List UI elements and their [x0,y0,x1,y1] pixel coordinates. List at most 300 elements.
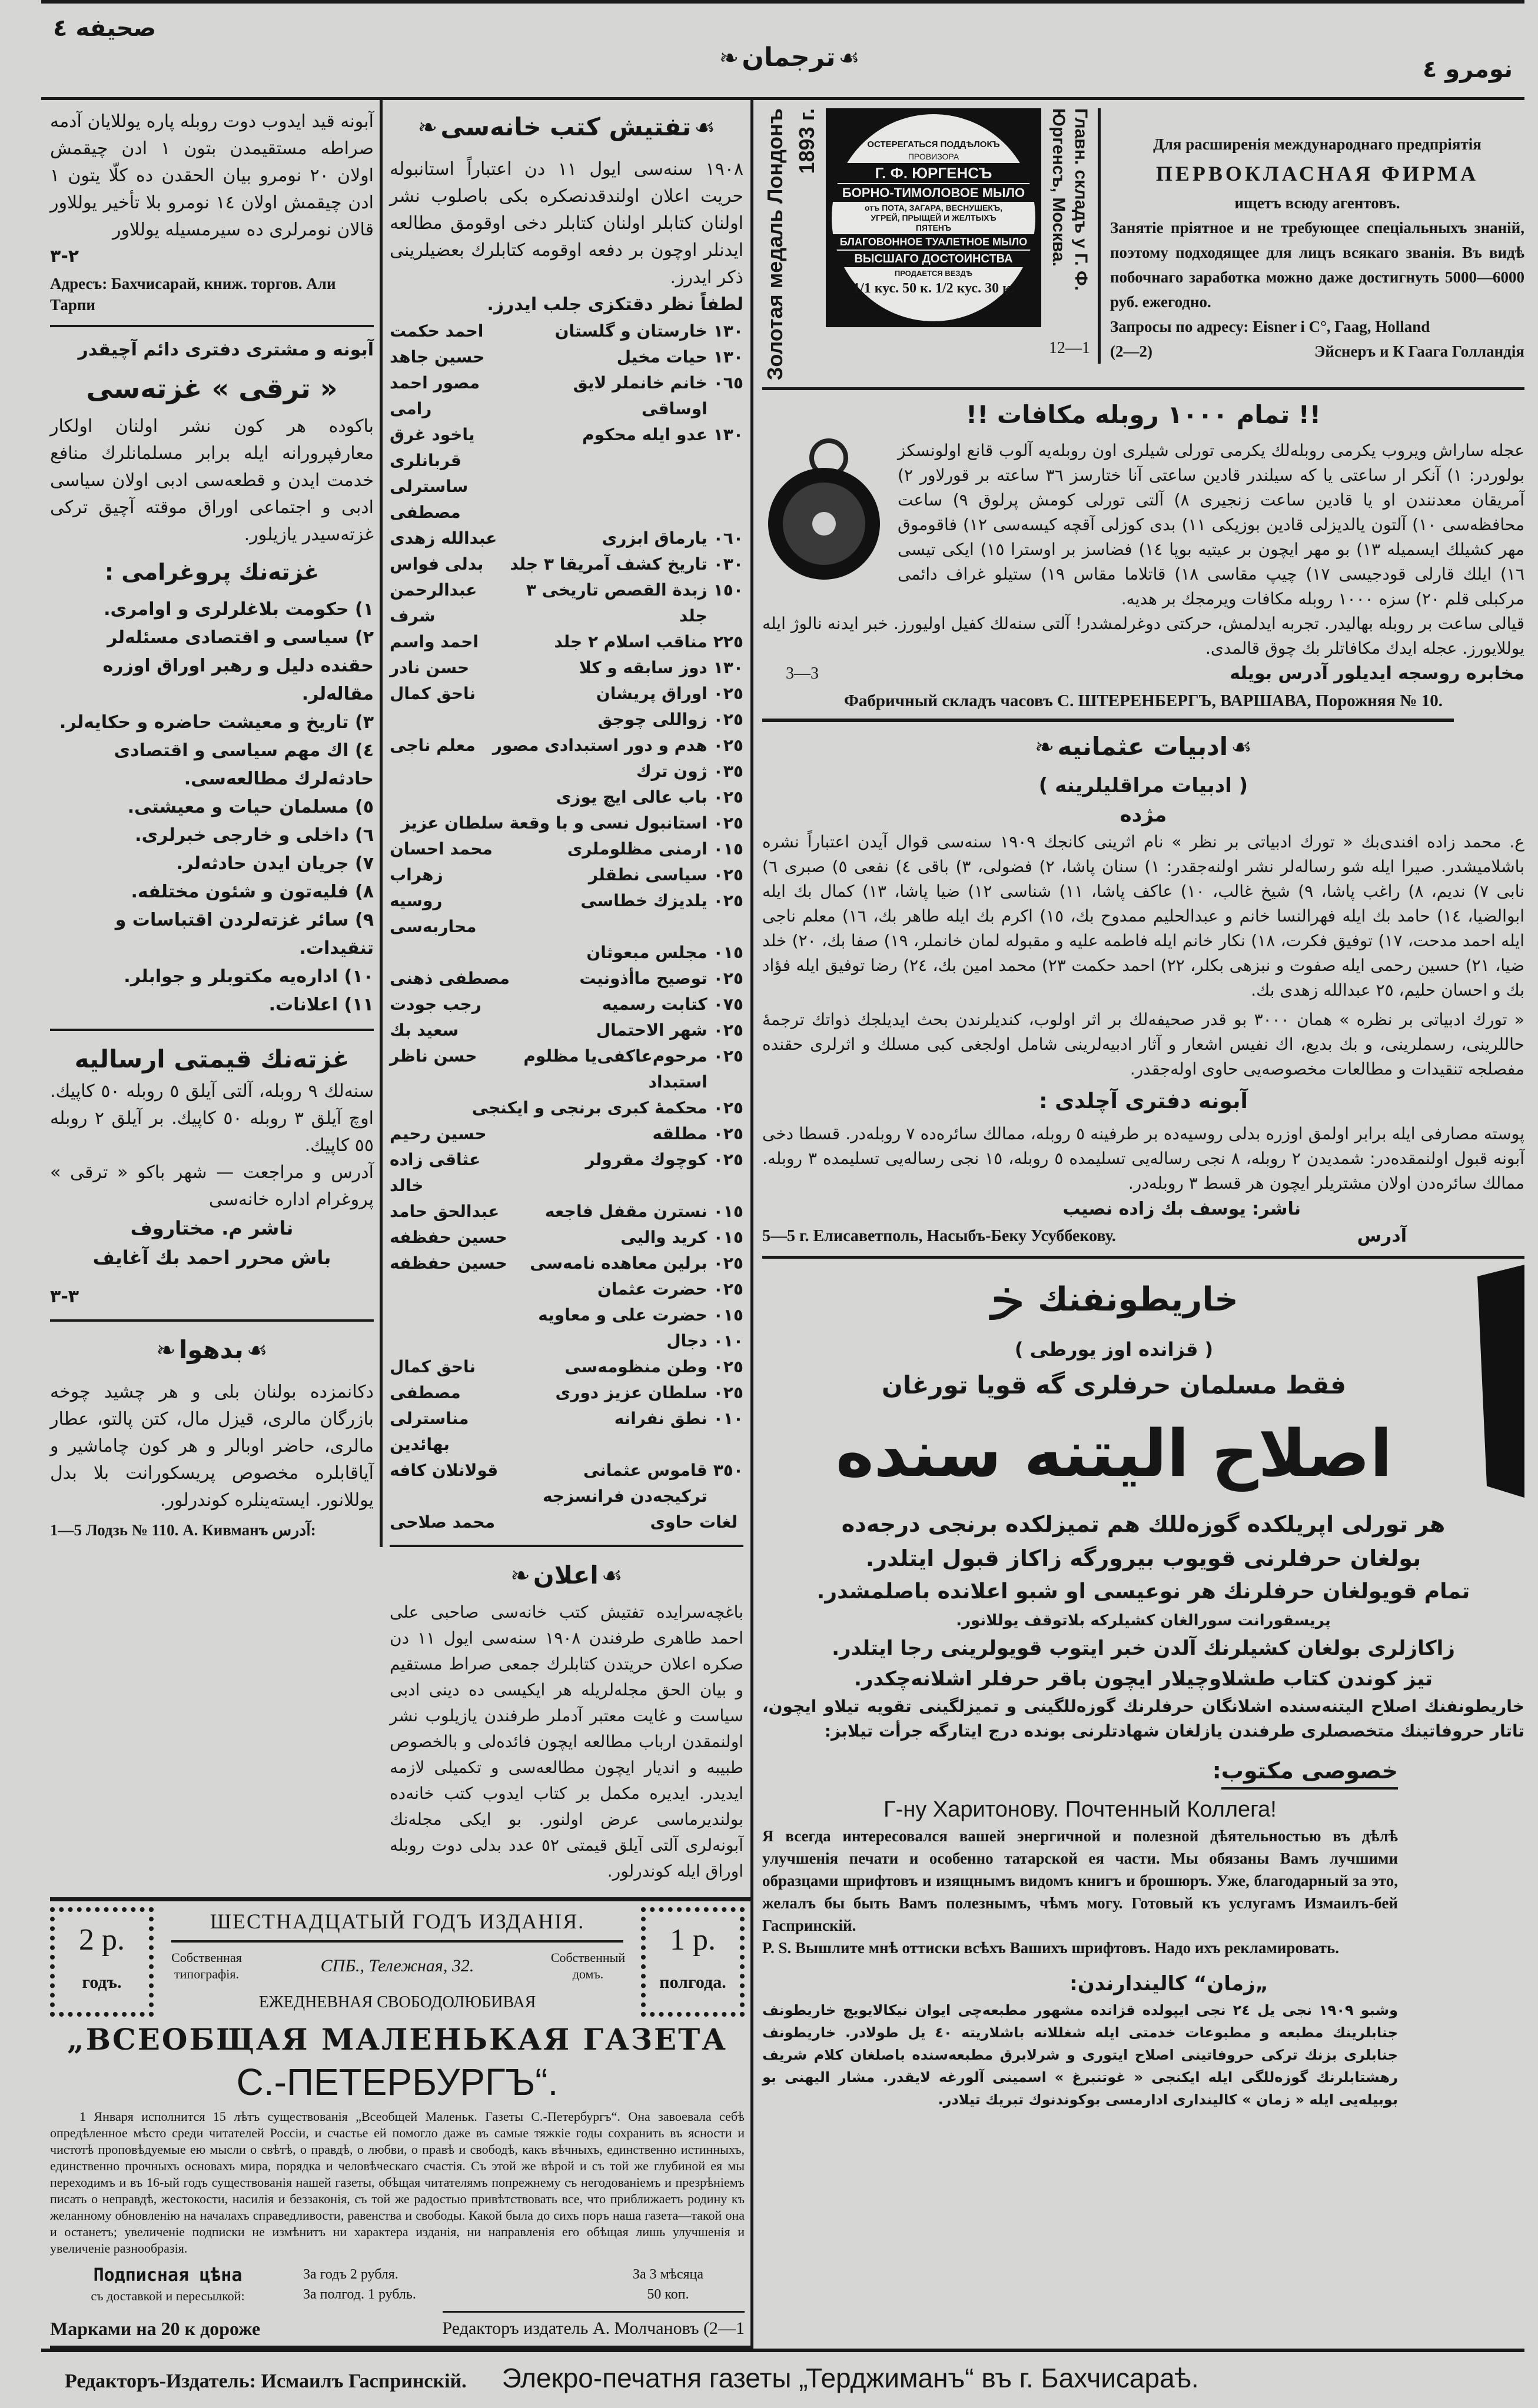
book-title: ارمنی مظلوملری [567,839,707,859]
book-price: ٠٢٥ [713,1098,743,1117]
book-price: ٠١٥ [713,1228,743,1247]
ornament-icon: ☙ [694,114,716,141]
ornament-icon: ❧ [719,45,739,72]
literature-announcement: ع. محمد زاده افندی‌بك « تورك ادبیاتی بر نظر » نام اثرینی کانجك ١٩٠٩ سنه‌سی قوال آیدن اعتباراً نشره باشلامیشدر. صیرا ایله شو رساله‌لر نشر اولنه‌جقدر: ١) سنان پاشا، ٢) فضولی، ٣) باقی ٤) نفعی ٥) صبری ٦) نابی ٧) ندیم، ٨) راغب پاشا، ٩) شیخ غالب، ١٠) عاکف پاشا، ١١) شناسی ١٢) ضیا پاشا، ١٣) کمال بك ایله ابوالضیا، ١٤) حامد بك ایله فهرالنسا خانم و عبدالحلیم ممدوح بك، ١٥) اکرم بك ایله طاهر بك، ١٦) معلم ناجی ایله احمد مدحت، ١٧) توفیق فکرت، ١٨) نکار خانم ایله فاطمه علیه و مقبوله لمان خانملر، ١٩) صفا بك، ٢٠) خلد ضیا، ٢١) حسین رحمی ایله صفوت و نبزهی بکلر، ٢٢) احمد حکمت ٢٣) محمد امین بك، ٢٤) رضا توفیق ایله فؤاد بك و احسان حلیم، ٢٥ عبدالله زهدی بك. [762,832,1525,1000]
book-title: خارستان و گلستان [554,321,707,341]
soap-sold: ПРОДАЕТСЯ ВЕЗДѢ [894,268,973,278]
book-title: توصیح ماأذونیت [579,969,707,988]
book-row [390,629,743,655]
book-title: مناقب اسلام ٢ جلد [554,632,707,651]
book-price: ٠١٠ [713,1331,743,1351]
spb-city: С.-ПЕТЕРБУРГЪ“. [236,2061,559,2103]
book-author: مصطفی [390,1383,461,1402]
price-details: سنه‌لك ٩ روبله، آلتی آیلق ٥ روبله ٥٠ کاپیك. اوچ آیلق ٣ روبله ٥٠ کاپیك. بر آیلق ٢ روبله ٥٥ کاپیك. [50,1081,374,1156]
medal-year: 1893 г. [795,108,819,174]
own-press: Собственная типографія. [171,1950,242,1981]
book-list-heading: لطفاً نظر دقتکزی جلب ایدرز. [487,294,743,315]
book-price: ٠٢٥ [713,787,743,807]
rate-half-year: За полгод. 1 рубль. [303,2287,416,2302]
book-row [390,318,743,344]
book-price: ١٥٠ [713,580,743,600]
program-title: غزته‌نك پروغرامی : [104,559,320,585]
book-author: حسین حفظفه [390,1253,507,1273]
book-row [390,344,743,370]
book-title: حضرت عثمان [597,1279,707,1299]
book-list [390,318,743,1535]
book-title: تاریخ کشف آمریقا ٣ جلد [510,554,707,574]
firm-subtitle: ищетъ всюду агентовъ. [1234,194,1400,212]
book-price: ٠٢٥ [713,1020,743,1040]
heading-underline [1221,1787,1398,1790]
section-rule [762,387,1524,390]
literature-address-label: آدرس [1357,1226,1407,1247]
type-line: بولغان حرفلرنی قویوب بیرورگه زاکاز قبول ایتلدر. [865,1545,1421,1572]
type-ad-main [762,1265,1466,1498]
bookstore-heading [390,108,743,151]
program-item: ١) حکومت بلاغلرلری و اوامری. [104,599,374,620]
firm-advertisement [1098,108,1524,364]
program-list [50,596,374,1019]
literature-heading [762,728,1524,771]
notice-code: ٣-٣ [50,1286,79,1307]
notice-heading [390,1556,743,1599]
left-middle-block [41,100,753,2349]
book-title: مرحوم‌عاکفی‌یا مظلوم استبداد [523,1046,707,1092]
soap-advertisement [826,108,1041,327]
left-column [50,100,383,1547]
rate-3-months-price: 50 коп. [647,2287,689,2302]
half-year-price-box [641,1907,745,2017]
ornament-icon: ❧ [417,114,438,141]
book-author: احمد حکمت [390,321,484,341]
book-author: عبدالرحمن شرف [390,580,477,626]
decorative-rule [171,1940,623,1943]
book-row [390,966,743,992]
subscription-title: آبونه دفتری آچلدی : [1039,1089,1248,1114]
book-title: کتابت رسمیه [602,995,707,1014]
soap-brand: Г. Ф. ЮРГЕНСЪ [832,163,1035,183]
book-row [390,681,743,707]
book-title: خانم خانملر لایق اوساقی [573,373,707,418]
book-row [390,888,743,940]
ornament-icon: ☙ [246,1337,268,1364]
spb-ad-bottom-row [50,2311,745,2341]
book-price: ٠٢٥ [713,1357,743,1376]
section-rule [390,1545,743,1547]
book-row [390,1250,743,1276]
subscription-price-note: съ доставкой и пересылкой: [91,2289,245,2303]
book-row [390,474,743,525]
left-middle-columns [50,100,750,1890]
type-line: تیز کوندن کتاب طشلاوچیلار ایچون باقر حرفلر اشلانه‌چکدر. [854,1667,1433,1691]
bookstore-address: Адресъ: Бахчисарай, книж. торгов. Али Тарпи [50,275,336,314]
notice-code: ٢-٣ [50,246,79,267]
watch-ad-footer [762,661,1524,687]
program-item: ١١) اعلانات. [268,995,374,1015]
spb-ad-body: 1 Января исполнится 15 лѣтъ существованія „Всеобщей Маленьк. Газеты С.-Петербургъ“. Она завоевала себѣ опредѣленное мѣсто среди читателей Россіи, и счастье ей помогло даже въ самые тяжкіе годы сохранить въ ясности и чистотѣ проповѣдуемые ею мысли о свѣтѣ, о правдѣ, о любви, о правѣ и свободѣ, какъ вѣчныхъ, единственно истинныхъ, единственно прочныхъ основахъ мира, порядка и человѣческаго счастія. Съ этой же вѣрой и съ той же глубиной ея мы переходимъ и въ 16-ый годъ существованія нашей газеты, обѣщая читателямъ попрежнему съ негодованіемъ и презрѣніемъ писать о неправдѣ, жестокости, насилія и беззаконія, съ той же радостью привѣтствовать все, что приближаетъ родину къ желанному обновленію на началахъ справедливости, равенства и свободы. Какой была до сихъ поръ наша газета—такой она и останетъ; увеличеніе подписки не измѣнитъ ни характера изданія, ни направленія его обѣщая лишь улучшенія и увеличеніе разнообразія. [50,2109,745,2256]
spb-editor: Редакторъ издатель А. Молчановъ (2—1 [443,2311,745,2341]
footer-editor: Редакторъ-Издатель: Исмаилъ Гаспринскій. [65,2370,467,2392]
book-price: ٠١٥ [713,943,743,962]
subscription-price-block [50,2264,285,2305]
book-price: ٠٢٥ [713,1383,743,1402]
letter-section [762,1754,1398,2111]
book-price: ٠٢٥ [713,1124,743,1143]
page-body [41,97,1524,2349]
top-ads-row [762,108,1524,380]
book-price: ٠٢٥ [713,1150,743,1169]
book-price: ٠٧٥ [713,995,743,1014]
book-row [390,551,743,577]
book-title: شهر الاحتمال [596,1020,707,1040]
type-headline: اصلاح الیتنه سنده [835,1416,1393,1492]
book-price: ٢٢٥ [713,632,743,651]
notice-title: اعلان [533,1561,599,1589]
book-title: باب عالی ایچ یوزی [556,787,707,807]
book-row [390,1380,743,1406]
watch-ad-address-note: مخابره روسجه ایدیلور آدرس بویله [1230,663,1524,684]
publisher: ناشر م. مختاروف [130,1217,294,1239]
own-house: Собственный домъ. [550,1950,626,1981]
spb-ad-masthead [165,1907,629,2014]
type-brand: خاریطونفنك [1038,1281,1238,1319]
soap-tagline: ВЫСШАГО ДОСТОИНСТВА [832,251,1035,267]
book-title: زبدة القصص تاریخی ٣ جلد [526,580,707,626]
book-title: هدم و دور استبدادی مصور [492,736,707,755]
ornament-icon: ❧ [156,1337,176,1364]
firm-code: (2—2) [1110,342,1152,360]
watch-advertisement [762,396,1524,713]
book-price: ٠١٥ [713,839,743,859]
ornament-icon: ☙ [601,1562,623,1589]
book-title: مطلقه [652,1124,707,1143]
book-row [390,1302,743,1328]
book-row [390,422,743,474]
ornate-letter-icon: ﺧ [989,1265,1027,1335]
bedhava-title: بدهوا [178,1335,244,1364]
book-title: کرید والیی [620,1228,707,1247]
type-foundry-advertisement [762,1265,1524,1498]
book-row [390,370,743,422]
soap-product: БОРНО-ТИМОЛОВОЕ МЫЛО [832,184,1035,202]
calendar-body: وشبو ١٩٠٩ نجی یل ٢٤ نجی ایپولده قزانده مشهور مطبعه‌چی ایوان نیکالایویچ خاریطونف جنابلرینك مطبعه و مطبوعات خدمتی ایله شغللانه باشلاریته ٤٠ یل طولادر. خاریطونف جنابلری بزنك ترکی حروفاتینی اصلاح ایتوری و شرلابرق مطبعه‌سنده باصلغان کلام شریف رهشتابلرنك گوزه‌للگی ایله ایکنجی « غوتنبرغ » اسمینی آلورغه لایقدر. مشار الیهنی بو بوبیله‌یی ایله « زمان » کالینداری ادارمسی بوکوندنوك تبریك تیلادر. [762,2002,1399,2108]
book-title: نسترن مقفل فاجعه [545,1202,707,1221]
book-row [390,1458,743,1509]
book-row [390,733,743,759]
book-price: ١٣٠ [713,425,743,444]
bedhava-address: 1—5 Лодзь № 110. А. Кивманъ آدرس: [50,1521,316,1539]
book-price: ٠١٥ [713,1305,743,1325]
book-title [525,474,738,525]
program-item: ٧) جریان ایدن حادثه‌لر. [176,853,374,874]
chief-editor: باش محرر احمد بك آغایف [92,1246,331,1269]
soap-tagline: БЛАГОВОННОЕ ТУАЛЕТНОЕ МЫЛО [832,234,1035,250]
bedhava-description: دکانمزده بولنان بلی و هر چشید چوخه بازرگان مالری، قیزل مال، کتن پالتو، عطار مالری، حاضر اوبالر و هر کون چاماشیر و آیاقابلره مخصوص پریسکورانت بلا بدل یوللانور. ایسته‌ینلره کوندرلور. [50,1382,374,1511]
rate-year: За годъ 2 рубля. [303,2267,398,2282]
book-author: زهراب [390,865,443,884]
half-year-price: 1 р. [670,1923,716,1957]
book-price: ٠٢٥ [713,865,743,884]
book-title: نطق نفرانه [614,1409,707,1428]
book-author: روسیه محاربه‌سی [390,891,477,936]
book-author: حسین حفظفه [390,1228,507,1247]
book-row [390,1328,743,1354]
book-author: حسن نادر [390,658,470,677]
program-item: ٩) سائر غزته‌لردن اقتباسات و تنقیدات. [115,910,374,959]
bookstore-title: تفتیش کتب خانه‌سی [440,112,692,141]
book-title: حضرت علی و معاویه [538,1305,707,1325]
watch-ad-title: !! تمام ١٠٠٠ روبله مکافات !! [965,400,1321,430]
yearly-price: 2 р. [79,1923,125,1957]
book-title: دوز سابقه و کلا [579,658,707,677]
book-title: استانبول نسی و با وقعة سلطان عزیز [400,813,707,833]
book-author: حسین رحیم [390,1124,487,1143]
stamps-note: Марками на 20 к дороже [50,2318,261,2339]
page-footer [41,2349,1524,2396]
section-rule [50,1319,374,1322]
yearly-price-label: годъ. [82,1973,122,1992]
firm-title: ПЕРВОКЛАСНАЯ ФИРМА [1155,162,1479,185]
page-header [41,0,1524,97]
book-row [390,1509,743,1535]
book-row [390,1043,743,1095]
letter-heading: خصوصی مکتوب: [1212,1758,1398,1784]
soap-code: 12—1 [1049,339,1090,357]
book-row [390,992,743,1017]
book-row [390,1147,743,1199]
spb-ad-info-row [165,1950,629,1983]
firm-contact-row [1110,339,1524,364]
book-price: ٠٢٥ [713,1279,743,1299]
book-row [390,784,743,810]
book-price: ٠٢٥ [713,813,743,833]
soap-uses: отъ ПОТА, ЗАГАРА, ВЕСНУШЕКЪ, УГРЕЙ, ПРЫЩЕЙ И ЖЕЛТЫХЪ ПЯТЕНЪ [864,202,1003,232]
masthead [719,12,860,79]
watch-ad-list: عجله ساراش ویروب یکرمی روبله‌لك یکرمی تورلی شیلری اون روبله‌یه آلوب قانع اولونسکز بولوردر: ١) آنکر ار ساعتی یا که سیلندر قادین ساعتی آنا ختارسز ٣٦ ساعته بر قورلاور ٢) آمریقان معدنندن او یا قادین ساعت زنجیری ٨) آلتی تورلی کومش پرلوق ٩) ساعت محافظه‌سی ١٠) آلتون یالدیزلی قادین بوزیکی ١١) بدی کوزلی آقچه کیسه‌سی ١٢) فاقوموق مهر کشیلك ایسمیله ١٣) بو مهر ایچون بر عیتیه بوپا ١٤) فضاسز بر اوسترا ١٥) ایکی تیسی ١٦) ایلك قارلی قودجیسی ١٧) چیپ مقاسی ١٨) قاتلاما مقاس ١٩) ستیلو غراف دائمی مرکبلی قلم ٢٠) سزه ١٠٠٠ روبله مکافات ویرمجك بر هدیه. [898,441,1525,609]
calendar-heading: „زمان“ کالیندارندن: [1069,1972,1268,1996]
type-brand-row [762,1265,1466,1335]
book-price: ٠٢٥ [713,969,743,988]
book-price: ٠٦٥ [713,373,743,393]
watch-ad-body [762,438,1524,611]
literature-publisher: ناشر: یوسف بك زاده نصیب [1062,1199,1301,1220]
book-price: ١٣٠ [713,658,743,677]
type-line: زاکازلری بولغان کشیلرنك آلدن خبر ایتوب قویولرینی رجا ایتلدر. [832,1637,1455,1661]
book-author: سعید بك [390,1020,459,1040]
ornament-icon: ❧ [1034,734,1055,761]
book-row [390,862,743,888]
book-price: ٠٢٥ [713,710,743,729]
book-title: وطن منظومه‌سی [564,1357,707,1376]
book-author: محمد احسان [390,839,493,859]
book-title: مجلس مبعوثان [586,943,707,962]
book-price: ٠٦٠ [713,528,743,548]
book-author: عثاقی زاده خالد [390,1150,481,1195]
issue-number-label: نومرو ٤ [1423,56,1513,83]
book-row [390,759,743,784]
book-title: قاموس عثمانی ترکیجه‌دن فرانسزجه [542,1461,707,1506]
terakki-title: « ترقی » غزته‌سی [86,372,338,404]
type-line: هر تورلی اپریلکده گوزه‌للك هم تمیزلکده برنجی درجه‌ده [841,1511,1446,1538]
firm-contact: Запросы по адресу: Eisner i C°, Гааg, Holland [1110,318,1430,335]
type-ad-text [762,1507,1524,1744]
book-price: ٠٣٥ [713,761,743,781]
book-row [390,1017,743,1043]
book-title: محکمهٔ کبری برنجی و ایکنجی [471,1098,707,1117]
book-author: محمد صلاحی [390,1512,496,1532]
book-author: مناسترلی بهائدین [390,1409,469,1454]
ottoman-literature-section [762,728,1524,1250]
letter-title: Г-ну Харитонову. Почтенный Коллега! [883,1797,1277,1822]
type-line: پریسقورانت سورالغان کشیلرکه بلاتوقف یوللانور. [956,1612,1331,1630]
book-title: برلین معاهده نامه‌سی [530,1253,707,1273]
book-title: لغات حاوی [650,1512,738,1532]
medal-text: Золотая медаль Лондонъ [763,108,787,381]
program-item: ٣) تاریخ و معیشت حاضره و حکایه‌لر. [59,712,374,733]
soap-provisor: ПРОВИЗОРА [908,151,959,161]
bedhava-heading [50,1331,374,1374]
yearly-price-box [50,1907,154,2017]
book-title: سیاسی نطقلر [588,865,707,884]
type-line: تمام قویولغان حرفلرنك هر نوعیسی او شبو اعلانده باصلمشدر. [816,1579,1470,1604]
book-author: احمد واسم [390,632,479,651]
book-price: ١٣٠ [713,347,743,367]
book-title: دجال [666,1331,707,1351]
newspaper-title: ترجمان [742,42,836,72]
ornament-icon: ☙ [838,45,860,72]
decorative-alif-icon [1477,1265,1524,1498]
literature-address: 5—5 г. Елисаветполь, Насыбъ-Беку Усуббекову. [762,1227,1116,1246]
book-row [390,525,743,551]
literature-title: ادبیات عثمانیه [1057,732,1228,761]
section-rule [762,719,1454,722]
book-price: ٠٢٥ [713,891,743,910]
book-price: ٠١٠ [713,1409,743,1428]
soap-warning: ОСТЕРЕГАТЬСЯ ПОДДѢЛОКЪ [867,139,1000,149]
book-title: سلطان عزیز دوری [555,1383,707,1402]
book-price: ٠٢٥ [713,736,743,755]
program-item: ٥) مسلمان حیات و معیشتی. [127,797,374,817]
subscription-details: پوسته مصارفی ایله برابر اولمق اوزره بدلی روسیه‌ده بر طرفینه ٥ روبله، ممالك سائره‌ده ٧ روبله‌در. قسطا دخی آبونه قبول اولنمقده‌در: شمدیدن ٢ روبله، ٨ نجی رساله‌یی تسلیمده ٥ روبله، ١٥ نجی رساله‌یی تسلیمده ٣ روبله. ممالك سائره‌دن اولان مشتریلر ایچون هر قسط ٣ روبله‌در. [762,1124,1524,1193]
book-row [390,1095,743,1121]
soap-label-oval [832,114,1035,321]
firm-intro: Для расширенія международнаго предпріятія [1153,135,1481,153]
right-column [753,100,1524,2111]
spb-address: СПБ., Тележная, 32. [320,1956,474,1975]
book-author: ناحق کمال [390,684,476,703]
notice-body: باغچه‌سرایده تفتیش کتب خانه‌سی صاحبی علی احمد طاهری طرفندن ١٩٠٨ سنه‌سی ایول ١١ دن صکره اعلان حریتدن کتابلرك جمعی صراط مستقیم و بیان الحق مجله‌لریله هر ایکیسی ده دینی ادبی سیاست و غایت معتبر آدملر طرفندن یازیلوب نشر اولنمقدن ارباب مطالعه ایچون فائده‌لی و بالخصوص طبیبه و اندیار ایچون مطالعه‌سی و تکمیلی لازمه ایدیدر. ایدیره مکمل بر کتاب ایدوب کتب خانه‌ده بولندیرماسی عرض اولنور. بو ایکی مجله‌نك آبونه‌لری آلتی آیلق قیمتی ٥٢ عدد بدلی دوت روبله اوراق ایله کوندرلور. [390,1602,744,1881]
book-title: ژون ترك [636,761,707,781]
book-row [390,577,743,629]
book-price: ٣٥٠ [713,1461,743,1480]
book-row [390,707,743,733]
book-row [390,1406,743,1458]
section-rule [50,1029,374,1031]
program-item: ٤) اك مهم سیاسی و اقتصادی حادثه‌لرك مطالعه‌سی. [114,740,374,789]
literature-description: « تورك ادبیاتی بر نظره » همان ٣٠٠٠ بو قدر صحیفه‌لك بر اثر اولوب، کندیلرندن بحث ایدیلجك ذواتك ترجمهٔ حاللرینی، رسملرینی، و بك بدیع، اك نفیس اشعار و آثار ادبیه‌لرینی شامل اولجغی کبی مسلك و اثرلری حقنده مفصلجه تنقیدات و مطالعات مخصوصه‌یی حاوی اوله‌جقدر. [762,1010,1524,1079]
book-row [390,1276,743,1302]
price-address: آدرس و مراجعت — شهر باکو « ترقی » پروغرام اداره خانه‌سی [50,1162,374,1210]
type-line: خاریطونفنك اصلاح الیتنه‌سنده اشلانگان حرفلرنك گوزه‌للگینی و تمیزلگینی تقویه تیلاو ایچون، تاتار حروفاتینك متخصصلری طرفندن یازلغان شهادتلرنی بونده درج ایتارگه جرأت تیلابز: [762,1697,1524,1741]
half-year-price-label: полгода. [659,1973,726,1992]
spb-newspaper-advertisement [50,1897,750,2346]
subscription-notice: آبونه قید ایدوب دوت روبله پاره یوللایان آدمه صراطه مستقیمدن بتون ١ ادن چیقمش اولان ٢٠ نومرو بیان الحقدن ده کلّا یتون ١ ادن چیقمش اولان ١٤ نومرو بلا تأخیر یوللاور قالان نومرلری ده سیرمسیله یوللاور [50,111,374,240]
soap-warehouse-block [1047,108,1092,359]
book-author: ساسترلی مصطفی [390,477,469,522]
program-item: ٨) فلیه‌تون و شئون مختلفه. [131,882,374,902]
spb-ad-top [50,1907,745,2017]
watch-ad-code: 3—3 [786,664,819,683]
book-price: ١٣٠ [713,321,743,341]
type-tagline: فقط مسلمان حرفلری گه قویا تورغان [882,1371,1346,1400]
book-title: اوراق پریشان [596,684,707,703]
book-price: ٠٢٥ [713,1253,743,1273]
book-author: حسن ناظر [390,1046,477,1066]
book-title: کوچوك مقرولر [585,1150,707,1169]
firm-body: Занятіе пріятное и не требующее спеціальныхъ знаній, поэтому подходящее для лицъ всякаго званія. Въ видѣ побочнаго заработка можно даже достигнуть 5000—6000 руб. ежегодно. [1110,219,1524,311]
book-title: یارماق ابزری [602,528,707,548]
book-author: بدلی فواس [390,554,484,574]
book-row [390,1354,743,1380]
bookstore-intro: ١٩٠٨ سنه‌سی ایول ١١ دن اعتباراً استانبوله حریت اعلان اولندقدنصکره بکی باصلوب نشر اولنان کتابلر اولنان کتابلر دخی اوقومق مطالعه ایدنلر اوچون بر دفعه اوقومه کتابلرك بعضیلرینی ذکر ایدرز. [390,159,743,288]
pocket-watch-icon [762,438,886,586]
page-number-label: صحیفه ٤ [53,15,157,42]
book-row [390,836,743,862]
section-rule [762,1256,1524,1259]
ornament-icon: ☙ [1231,734,1253,761]
book-author: مصور احمد رامی [390,373,480,418]
ornament-icon: ❧ [510,1562,530,1589]
middle-column [383,100,750,1890]
book-author: یاخود غرق قربانلری [390,425,475,470]
daily-label: ЕЖЕДНЕВНАЯ СВОБОДОЛЮБИВАЯ [258,1993,536,2011]
book-title: یلدیزك خطاسی [580,891,707,910]
subscription-rate-3m [592,2264,745,2304]
soap-warehouse: Главн. складъ у Г. Ф. Юргенсъ, Москва. [1049,108,1091,291]
book-author: مصطفی ذهنی [390,969,510,988]
book-row [390,655,743,681]
book-price: ٠٢٥ [713,684,743,703]
book-title: عدو ایله محکوم [582,425,707,444]
book-price: ٠١٥ [713,1202,743,1221]
book-price: ٠٢٥ [713,1046,743,1066]
literature-good-news: مژده [1120,803,1167,827]
book-title: زواللی چوجق [597,710,707,729]
soap-price: 1/1 кус. 50 к. 1/2 кус. 30 к. [853,280,1014,296]
book-author: ناحق کمال [390,1357,476,1376]
type-brand-subtitle: ( قزانده اوز یورطی ) [1014,1338,1214,1361]
subscription-price-row [50,2264,745,2305]
program-item: ٢) سیاسی و اقتصادی مسئله‌لر حقنده دلیل و رهبر اوراق اوزره مقاله‌لر. [102,627,374,704]
book-author: عبدالحق حامد [390,1202,500,1221]
price-title: غزته‌نك قیمتی ارسالیه [74,1045,350,1073]
book-row [390,810,743,836]
book-title: حیات مخیل [616,347,707,367]
book-author: رجب جودت [390,995,481,1014]
literature-subtitle: ( ادبیات مراقلیلرینه ) [1038,774,1248,798]
terakki-description: باکوده هر کون نشر اولنان اولکار معارفپرورانه ایله برابر مسلمانلرك منافع خدمت ایدن و قطعه‌سی ادبی اولان سیاسی ادبی و اجتماعی اوراق موقته آچیق ترکی غزته‌سیدر یازیلور. [50,416,374,545]
spb-newspaper-name: „ВСЕОБЩАЯ МАЛЕНЬКАЯ ГАЗЕТА [67,2022,728,2057]
firm-contact-ru: Эйснеръ и К Гаага Голландія [1314,342,1524,360]
watch-ad-address: Фабричный складъ часовъ С. ШТЕРЕНБЕРГЪ, ВАРШАВА, Порожняя № 10. [843,691,1443,711]
terakki-intro: آبونه و مشتری دفتری دائم آچیقدر [78,340,374,360]
book-author: قولانلان کافه [390,1461,499,1480]
subscription-rates [303,2264,574,2304]
footer-printer: Элекро-печатня газеты „Терджиманъ“ въ г. Бахчисараѣ. [501,2363,1199,2393]
rate-3-months: За 3 мѣсяца [632,2267,704,2282]
book-author: حسین جاهد [390,347,485,367]
watch-ad-guarantee: قیالی ساعت بر روبله بهالیدر. تجربه ایدلمش، حرکتی دوغرلمشدر! آلتی سنه‌لك کفیل اولیورز. خبر ایدنه نالوژ ایله یوللایورز. عجله ایدك مکافاتلر بك چوق قالمدی. [762,614,1524,658]
